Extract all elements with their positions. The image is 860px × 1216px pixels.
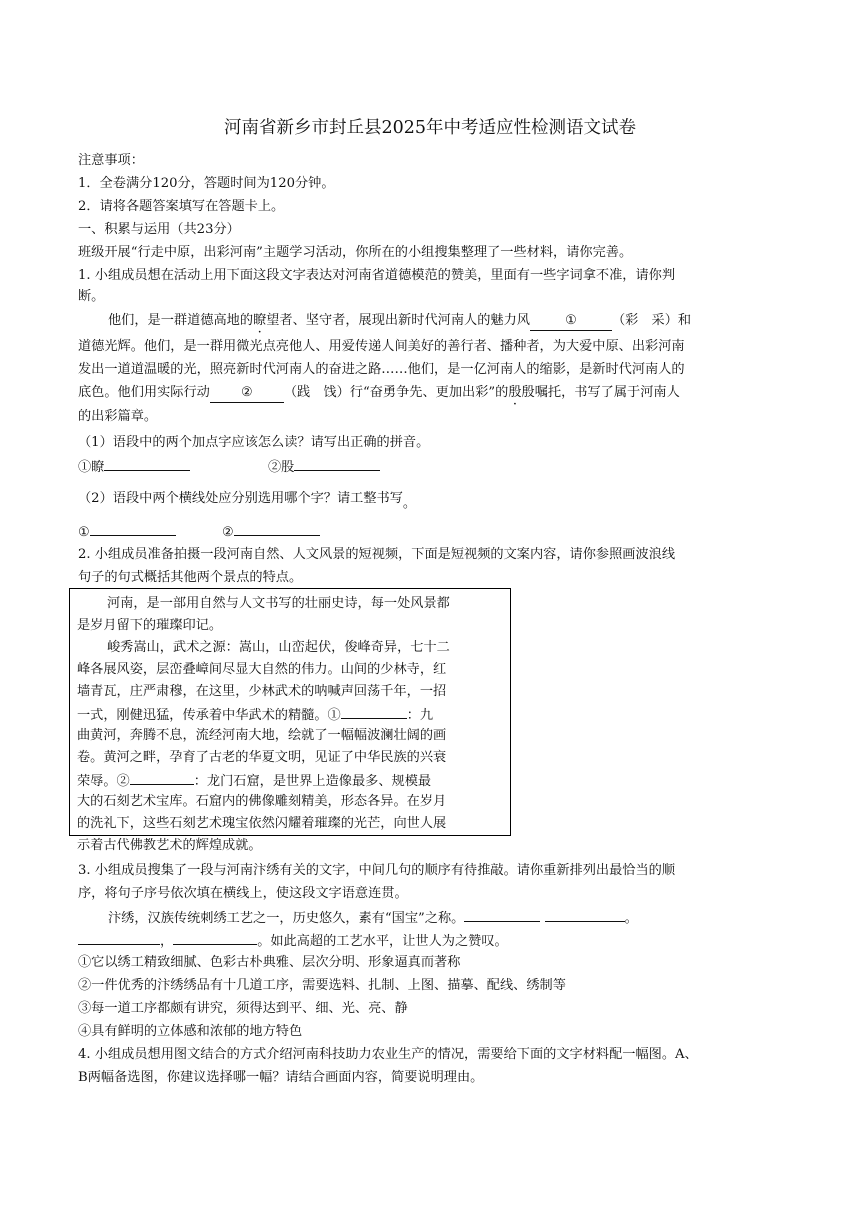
q1-option: （践 饯）行“奋勇争先、更加出彩”的 (283, 385, 509, 400)
q1-passage-line (78, 384, 680, 403)
answer-label: ② (222, 525, 234, 540)
box-line: 河南，是一部用自然与人文书写的壮丽史诗，每一处风景都 (107, 596, 450, 611)
box-line: 峰各展风姿，层峦叠嶂间尽显大自然的伟力。山间的少林寺，红 (77, 662, 447, 677)
q1-text: 他们，是一群道德高地的 (108, 313, 254, 328)
q4-stem: 4. 小组成员想用图文结合的方式介绍河南科技助力农业生产的情况，需要给下面的文字材料配一幅图。A、 (78, 1047, 698, 1062)
answer-line[interactable] (90, 522, 176, 536)
q1-sub1: （1）语段中的两个加点字应该怎么读？请写出正确的拼音。 (78, 435, 430, 450)
q1-passage-line: 的出彩篇章。 (78, 409, 158, 424)
q1-text: 底色。他们用实际行动 (78, 385, 210, 400)
q3-option: ③每一道工序都颇有讲究，须得达到平、细、光、亮、静 (78, 1001, 408, 1016)
notice-item: 2．请将各题答案填写在答题卡上。 (78, 199, 285, 214)
q1-sub2-answers (78, 522, 176, 542)
box-line-wavy: 峻秀嵩山，武术之源：嵩山，山峦起伏，俊峰奇异，七十二 (107, 640, 450, 655)
box-line: 的洗礼下，这些石刻艺术瑰宝依然闪耀着璀璨的光芒，向世人展 (77, 816, 447, 831)
q3-option: ①它以绣工精致细腻、色彩古朴典雅、层次分明、形象逼真而著称 (78, 955, 461, 970)
q3-text: 汴绣，汉族传统刺绣工艺之一，历史悠久，素有“国宝”之称。 (108, 911, 465, 926)
section-heading: 一、积累与运用（共23分） (78, 222, 240, 237)
answer-blank-2[interactable]: ② (210, 384, 284, 403)
q3-option: ②一件优秀的汴绣绣品有十几道工序，需要选料、扎制、上图、描摹、配线、绣制等 (78, 978, 566, 993)
answer-line[interactable] (341, 705, 407, 719)
answer-label: ① (78, 525, 90, 540)
box-line: 是岁月留下的璀璨印记。 (77, 618, 223, 633)
q1-sub2-answers (222, 522, 320, 542)
answer-line[interactable] (78, 931, 160, 945)
q1-text: 望者、坚守者，展现出新时代河南人的魅力风 (266, 313, 530, 328)
box-line (77, 771, 431, 791)
q3-text: 。如此高超的工艺水平，让世人为之赞叹。 (257, 934, 508, 949)
q4-stem-cont: B两幅备选图，你建议选择哪一幅？请结合画面内容，简要说明理由。 (78, 1070, 484, 1085)
answer-line[interactable] (294, 457, 380, 471)
notice-heading: 注意事项： (78, 153, 144, 168)
box-line: 示着古代佛教艺术的辉煌成就。 (77, 838, 262, 853)
q3-text: ， (160, 934, 174, 949)
q3-stem-cont: 序，将句子序号依次填在横线上，使这段文字语意连贯。 (78, 886, 408, 901)
answer-line[interactable] (464, 908, 540, 922)
q3-passage-line (108, 908, 638, 928)
answer-label: ①瞭 (78, 460, 105, 475)
q3-stem: 3. 小组成员搜集了一段与河南汴绣有关的文字，中间几句的顺序有待推敲。请你重新排列出最恰当的顺 (78, 863, 676, 878)
q3-passage-line (78, 931, 508, 951)
box-line: 大的石刻艺术宝库。石窟内的佛像雕刻精美，形态各异。在岁月 (77, 794, 447, 809)
q1-option: （彩 采）和 (612, 313, 692, 328)
q3-text: 。 (624, 911, 638, 926)
box-text: ：龙门石窟，是世界上造像最多、规模最 (193, 774, 432, 789)
q2-stem: 2. 小组成员准备拍摄一段河南自然、人文风景的短视频，下面是短视频的文案内容，请你参照画波浪线 (78, 547, 676, 562)
q3-option: ④具有鲜明的立体感和浓郁的地方特色 (78, 1024, 303, 1039)
q1-sub1-answers (78, 457, 190, 477)
q1-passage-line: 道德光辉。他们，是一群用微光点亮他人、用爱传递人间美好的善行者、播种者，为大爱中原、出彩河南 (78, 339, 685, 354)
q1-passage-line (108, 312, 691, 331)
q1-sub2-end: 。 (402, 496, 417, 511)
q1-stem: 1. 小组成员想在活动上用下面这段文字表达对河南省道德模范的赞美，里面有一些字词拿不准，请你判 (78, 268, 676, 283)
dotted-char: 殷 (508, 385, 522, 400)
box-text: 一式，刚健迅猛，传承着中华武术的精髓。① (77, 708, 341, 723)
answer-line[interactable] (130, 771, 194, 785)
q1-sub2 (78, 490, 417, 511)
q1-sub2-text: （2）语段中两个横线处应分别选用哪个字？请工整书写 (78, 491, 403, 506)
box-line: 墙青瓦，庄严肃穆，在这里，少林武术的呐喊声回荡千年，一招 (77, 684, 447, 699)
answer-line[interactable] (173, 931, 257, 945)
answer-line[interactable] (104, 457, 190, 471)
box-text: 荣辱。② (77, 774, 130, 789)
answer-blank-1[interactable]: ① (530, 312, 612, 331)
answer-line[interactable] (545, 908, 625, 922)
box-line (77, 705, 433, 725)
page-title: 河南省新乡市封丘县2025年中考适应性检测语文试卷 (223, 118, 637, 138)
q1-text: 殷嘱托，书写了属于河南人 (521, 385, 680, 400)
section-intro: 班级开展“行走中原，出彩河南”主题学习活动，你所在的小组搜集整理了一些材料，请你完善。 (78, 245, 633, 260)
notice-item: 1．全卷满分120分，答题时间为120分钟。 (78, 176, 335, 191)
box-line: 卷。黄河之畔，孕育了古老的华夏文明，见证了中华民族的兴衰 (77, 750, 447, 765)
q1-stem-cont: 断。 (78, 289, 105, 304)
q1-sub1-answers (268, 457, 380, 477)
q2-stem-cont: 句子的句式概括其他两个景点的特点。 (78, 570, 303, 585)
dotted-char: 瞭 (253, 313, 267, 328)
box-line: 曲黄河，奔腾不息，流经河南大地，绘就了一幅幅波澜壮阔的画 (77, 728, 447, 743)
box-text: ：九 (406, 708, 434, 723)
answer-label: ②股 (268, 460, 295, 475)
answer-line[interactable] (234, 522, 320, 536)
q1-passage-line: 发出一道道温暖的光，照亮新时代河南人的奋进之路……他们，是一亿河南人的缩影，是新时代河南人的 (78, 362, 685, 377)
